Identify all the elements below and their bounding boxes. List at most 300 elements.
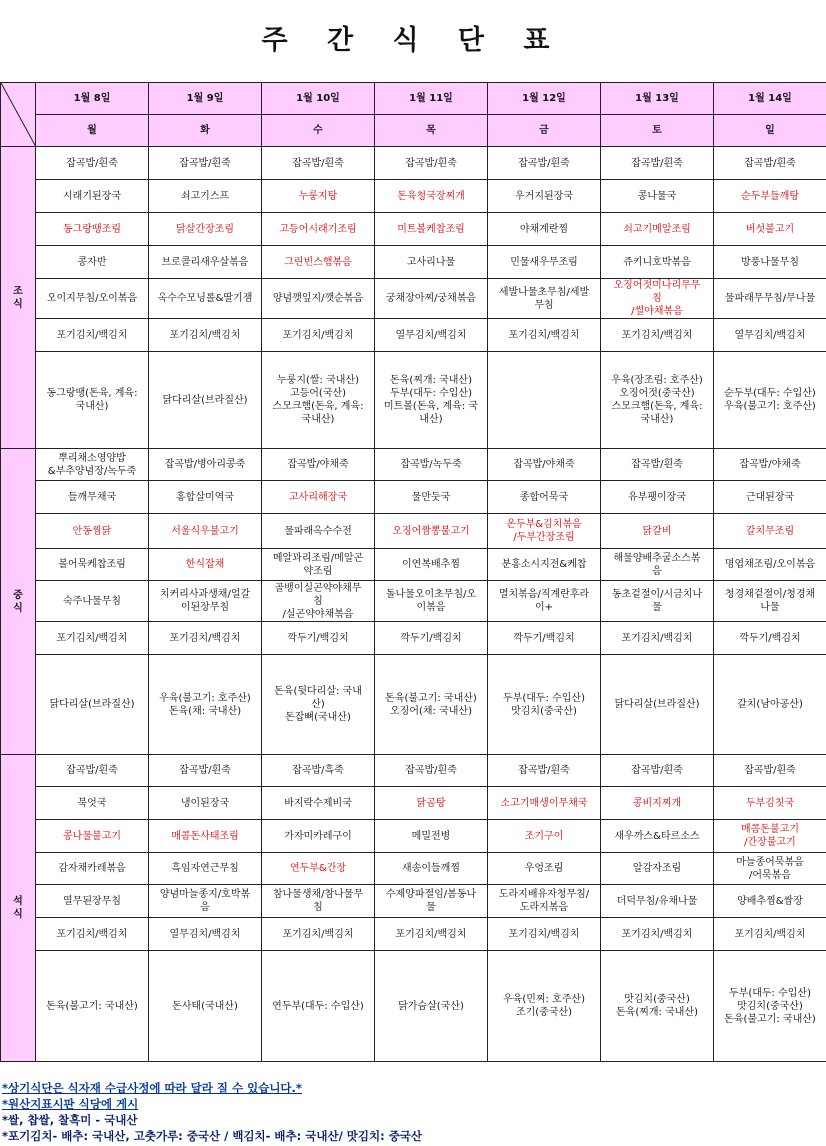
weekday-header: 수 [262, 115, 375, 147]
menu-cell [149, 549, 262, 581]
menu-item-text: 세발나물초무침/세발 무침 [498, 286, 590, 311]
menu-item-text: 포기김치/백김치 [621, 329, 693, 341]
menu-cell [36, 655, 149, 755]
menu-cell [262, 549, 375, 581]
menu-cell [375, 279, 488, 319]
menu-item-text: 볼어묵케찹조림 [58, 559, 126, 570]
menu-cell [36, 581, 149, 622]
menu-item-text: 메밀전병 [411, 830, 451, 842]
menu-cell [601, 755, 714, 787]
menu-cell [149, 918, 262, 951]
menu-item-text: 온두부&김치볶음 /두부간장조림 [506, 519, 582, 543]
menu-item-text: 잡곡밥/흰죽 [744, 157, 796, 169]
menu-cell [149, 655, 262, 755]
menu-item-text: 종합어묵국 [519, 491, 569, 503]
menu-item-text: 야채계란찜 [519, 223, 569, 235]
menu-item-text: 포기김치/백김치 [282, 329, 354, 341]
menu-item-text: 더덕무침/유채나물 [616, 895, 698, 907]
menu-cell [375, 180, 488, 213]
menu-cell [375, 918, 488, 951]
menu-cell [488, 279, 601, 319]
menu-item-text: 두부김칫국 [745, 797, 795, 809]
menu-item-text: 포기김치/백김치 [282, 928, 354, 940]
menu-cell [262, 787, 375, 820]
menu-item-text: 동초겉절이/시금치나 물 [611, 589, 703, 613]
menu-cell [149, 213, 262, 246]
menu-cell [601, 147, 714, 180]
menu-cell [714, 853, 826, 885]
menu-cell [714, 481, 826, 514]
menu-item-text: 깍두기/백김치 [513, 632, 575, 644]
menu-item-text: 안동찜닭 [72, 525, 112, 537]
menu-cell [714, 514, 826, 549]
menu-cell [714, 787, 826, 820]
menu-cell [488, 180, 601, 213]
menu-item-text: 소고기매생이무채국 [500, 797, 588, 809]
menu-cell [149, 449, 262, 481]
menu-cell [36, 279, 149, 319]
menu-cell [262, 951, 375, 1062]
menu-cell [262, 755, 375, 787]
menu-item-text: 궁채장아찌/궁채볶음 [385, 293, 477, 304]
menu-item-text: 새송이들깨찜 [402, 863, 460, 874]
menu-cell [601, 885, 714, 918]
menu-cell [262, 885, 375, 918]
menu-cell [262, 352, 375, 449]
menu-item-text: 매콤돈사태조림 [171, 830, 239, 842]
menu-cell [262, 246, 375, 279]
menu-cell [149, 147, 262, 180]
menu-cell [375, 655, 488, 755]
menu-cell [488, 549, 601, 581]
menu-cell [262, 655, 375, 755]
menu-item-text: 누룽지(쌀: 국내산) 고등어(국산) 스모크햄(돈육, 계육: 국내산) [272, 375, 364, 425]
menu-item-text: 두부(대두: 수입산) 맛김치(중국산) [503, 692, 585, 717]
menu-item-text: 닭가슴살(국산) [398, 1000, 464, 1012]
menu-item-text: 잡곡밥/흰죽 [631, 157, 683, 169]
menu-cell [375, 885, 488, 918]
menu-cell [36, 918, 149, 951]
menu-item-text: 한식잡채 [185, 559, 225, 570]
menu-cell [601, 180, 714, 213]
menu-cell [36, 352, 149, 449]
menu-item-text: 물파래무무침/무나물 [724, 293, 816, 304]
menu-item-text: 잡곡밥/흑죽 [292, 765, 344, 776]
menu-cell [714, 319, 826, 352]
menu-cell [149, 581, 262, 622]
menu-item-text: 잡곡밥/녹두죽 [400, 459, 462, 470]
menu-cell [714, 885, 826, 918]
menu-cell [488, 246, 601, 279]
menu-cell [375, 213, 488, 246]
menu-cell [149, 352, 262, 449]
menu-item-text: 이연복배추찜 [402, 559, 460, 570]
menu-cell [262, 279, 375, 319]
menu-item-text: 해물양배추굴소스볶 음 [613, 552, 701, 577]
weekday-header: 일 [714, 115, 826, 147]
menu-cell [149, 622, 262, 655]
menu-cell [375, 481, 488, 514]
menu-cell [601, 352, 714, 449]
menu-item-text: 미트볼케찹조림 [397, 223, 465, 235]
weekday-header: 금 [488, 115, 601, 147]
menu-cell [149, 820, 262, 853]
menu-item-text: 잡곡밥/흰죽 [66, 765, 118, 776]
meal-label [1, 147, 36, 449]
menu-item-text: 포기김치/백김치 [56, 632, 128, 644]
weekday-header: 월 [36, 115, 149, 147]
corner-diagonal-cell [1, 83, 36, 147]
menu-cell [36, 319, 149, 352]
menu-item-text: 쥬키니호박볶음 [623, 256, 691, 268]
menu-item-text: 메알꽈리조림/메알곤 약조림 [272, 552, 364, 577]
footnote-line: *쌀, 찹쌀, 찰흑미 - 국내산 [2, 1113, 138, 1127]
menu-row [1, 951, 826, 1062]
menu-cell [149, 180, 262, 213]
menu-cell [375, 820, 488, 853]
menu-row [1, 352, 826, 449]
menu-cell [36, 481, 149, 514]
menu-cell [488, 951, 601, 1062]
menu-item-text: 방풍나물무침 [741, 256, 799, 268]
menu-item-text: 돈사태(국내산) [172, 1000, 238, 1012]
menu-item-text: 잡곡밥/흰죽 [179, 157, 231, 169]
menu-row [1, 279, 826, 319]
menu-item-text: 포기김치/백김치 [169, 329, 241, 341]
menu-item-text: 돌나물오이초무침/오 이볶음 [385, 589, 477, 613]
menu-item-text: 닭다리살(브라질산) [614, 699, 700, 710]
menu-cell [375, 787, 488, 820]
weekday-header: 화 [149, 115, 262, 147]
menu-item-text: 열무김치/백김치 [395, 329, 467, 341]
menu-item-text: 우육(민찌: 호주산) 조기(중국산) [503, 994, 585, 1018]
date-header: 1월 9일 [149, 83, 262, 115]
menu-cell [714, 581, 826, 622]
menu-cell [714, 820, 826, 853]
menu-item-text: 갈치무조림 [745, 525, 795, 537]
menu-item-text: 닭갈비 [642, 525, 672, 537]
menu-item-text: 매콤돈불고기 /간장불고기 [741, 824, 799, 848]
menu-cell [488, 918, 601, 951]
footnote-line: *원산지표시판 식당에 게시 [2, 1097, 139, 1111]
menu-cell [488, 787, 601, 820]
menu-cell [375, 147, 488, 180]
meal-label-char: 중 [13, 589, 23, 601]
menu-item-text: 닭곰탕 [416, 797, 446, 809]
menu-cell [601, 918, 714, 951]
meal-label-char: 식 [13, 909, 23, 920]
meal-label-char: 조 [13, 285, 23, 297]
menu-cell [36, 853, 149, 885]
menu-item-text: 포기김치/백김치 [56, 928, 128, 940]
menu-item-text: 포기김치/백김치 [169, 632, 241, 644]
menu-row [1, 853, 826, 885]
menu-item-text: 깍두기/백김치 [400, 632, 462, 644]
menu-cell [601, 481, 714, 514]
menu-cell [262, 918, 375, 951]
meal-label-char: 식 [13, 602, 23, 614]
menu-item-text: 연두부(대두: 수입산) [272, 1000, 364, 1012]
menu-cell [149, 787, 262, 820]
menu-cell [149, 319, 262, 352]
menu-cell [714, 147, 826, 180]
menu-cell [149, 853, 262, 885]
diagonal-line-icon [1, 83, 36, 147]
menu-cell [488, 514, 601, 549]
date-header: 1월 14일 [714, 83, 826, 115]
menu-item-text: 고등어시래기조림 [279, 223, 357, 235]
menu-item-text: 잡곡밥/야채죽 [287, 459, 349, 470]
menu-item-text: 청경채겉절이/청경채 나물 [724, 589, 816, 613]
menu-item-text: 잡곡밥/흰죽 [631, 765, 683, 776]
menu-item-text: 포기김치/백김치 [621, 632, 693, 644]
menu-item-text: 돈육(뒷다리살: 국내 산) 돈잡뼈(국내산) [274, 686, 362, 723]
menu-cell [262, 581, 375, 622]
menu-cell [36, 622, 149, 655]
menu-item-text: 바지락수제비국 [284, 797, 352, 809]
menu-item-text: 민물새우무조림 [510, 256, 578, 268]
menu-cell [36, 820, 149, 853]
menu-cell [36, 147, 149, 180]
menu-cell [488, 147, 601, 180]
menu-cell [375, 951, 488, 1062]
menu-cell [714, 213, 826, 246]
menu-row [1, 820, 826, 853]
menu-item-text: 동그랑땡(돈육, 계육: 국내산) [46, 388, 138, 412]
menu-item-text: 우엉조림 [524, 863, 564, 874]
menu-item-text: 돈육(불고기: 국내산) [46, 1000, 138, 1012]
menu-item-text: 잡곡밥/흰죽 [405, 157, 457, 169]
menu-item-text: 잡곡밥/흰죽 [66, 157, 118, 169]
menu-cell [714, 549, 826, 581]
menu-cell [375, 246, 488, 279]
menu-cell [375, 622, 488, 655]
menu-item-text: 순두부들깨탕 [741, 190, 799, 202]
menu-item-text: 옥수수모닝롤&딸기잼 [157, 293, 253, 304]
menu-cell [601, 820, 714, 853]
menu-cell [601, 787, 714, 820]
menu-item-text: 양배추찜&쌈장 [737, 895, 803, 907]
menu-cell [149, 279, 262, 319]
menu-item-text: 마늘종어묵볶음 /어묵볶음 [736, 856, 804, 881]
menu-item-text: 포기김치/백김치 [56, 329, 128, 341]
menu-item-text: 고사리해장국 [289, 491, 347, 503]
menu-cell [488, 581, 601, 622]
weekly-menu-table [0, 82, 826, 1062]
menu-item-text: 포기김치/백김치 [734, 928, 806, 940]
menu-cell [149, 246, 262, 279]
menu-cell [601, 549, 714, 581]
menu-item-text: 서울식우불고기 [171, 525, 239, 537]
menu-item-text: 냉이된장국 [180, 797, 230, 809]
menu-row [1, 213, 826, 246]
menu-cell [488, 820, 601, 853]
menu-cell [488, 655, 601, 755]
menu-item-text: 잡곡밥/흰죽 [744, 765, 796, 776]
menu-row [1, 581, 826, 622]
menu-cell [36, 787, 149, 820]
meal-label [1, 755, 36, 1062]
menu-row [1, 449, 826, 481]
menu-cell [714, 352, 826, 449]
menu-row [1, 180, 826, 213]
menu-row [1, 655, 826, 755]
menu-item-text: 알감자조림 [632, 863, 682, 874]
menu-item-text: 잡곡밥/흰죽 [405, 765, 457, 776]
menu-item-text: 쇠고기스프 [180, 190, 230, 202]
menu-cell [262, 853, 375, 885]
menu-cell [601, 622, 714, 655]
menu-cell [488, 352, 601, 449]
menu-cell [488, 319, 601, 352]
menu-item-text: 깍두기/백김치 [739, 632, 801, 644]
menu-cell [714, 246, 826, 279]
menu-item-text: 돈육청국장찌개 [397, 190, 465, 202]
menu-cell [262, 622, 375, 655]
meal-label-char: 식 [13, 298, 23, 310]
menu-cell [375, 352, 488, 449]
menu-cell [36, 549, 149, 581]
footnote-line: *포기김치- 배추: 국내산, 고춧가루: 중국산 / 백김치- 배추: 국내산/ 맛김치: 중국산 [2, 1129, 423, 1143]
menu-cell [488, 213, 601, 246]
menu-item-text: 콩비지찌개 [632, 797, 682, 809]
menu-cell [375, 755, 488, 787]
date-header: 1월 10일 [262, 83, 375, 115]
menu-item-text: 고사리나물 [406, 256, 456, 268]
menu-item-text: 참나물생채/참나물무 침 [272, 889, 364, 913]
menu-item-text: 포기김치/백김치 [395, 928, 467, 940]
menu-item-text: 잡곡밥/흰죽 [518, 157, 570, 169]
menu-cell [149, 951, 262, 1062]
footnotes [2, 1080, 826, 1144]
menu-item-text: 포기김치/백김치 [508, 329, 580, 341]
menu-item-text: 쇠고기메알조림 [623, 223, 691, 235]
menu-row [1, 885, 826, 918]
menu-cell [601, 246, 714, 279]
menu-item-text: 연두부&간장 [289, 863, 347, 874]
date-header: 1월 12일 [488, 83, 601, 115]
menu-cell [36, 885, 149, 918]
menu-cell [488, 853, 601, 885]
menu-item-text: 잡곡밥/흰죽 [518, 765, 570, 776]
menu-item-text: 포기김치/백김치 [621, 928, 693, 940]
menu-item-text: 새우까스&타르소스 [614, 830, 700, 842]
menu-item-text: 닭살간장조림 [176, 223, 234, 235]
menu-cell [601, 951, 714, 1062]
menu-cell [149, 481, 262, 514]
menu-cell [714, 655, 826, 755]
menu-cell [36, 180, 149, 213]
menu-row [1, 755, 826, 787]
menu-cell [601, 213, 714, 246]
menu-cell [488, 449, 601, 481]
menu-cell [262, 514, 375, 549]
menu-cell [375, 581, 488, 622]
menu-item-text: 잡곡밥/병아리콩죽 [164, 459, 246, 470]
menu-cell [36, 213, 149, 246]
date-header: 1월 13일 [601, 83, 714, 115]
menu-cell [601, 449, 714, 481]
meal-label [1, 449, 36, 755]
meal-label-char: 석 [13, 896, 23, 907]
menu-cell [375, 514, 488, 549]
menu-item-text: 닭다리살(브라질산) [49, 699, 135, 710]
menu-item-text: 홍합살미역국 [176, 491, 234, 503]
menu-cell [36, 951, 149, 1062]
menu-item-text: 우거지된장국 [515, 190, 573, 202]
menu-item-text: 근대된장국 [745, 491, 795, 503]
menu-cell [375, 319, 488, 352]
menu-item-text: 골뱅이실곤약야채무 침 /실곤약야채볶음 [274, 582, 362, 620]
menu-cell [375, 853, 488, 885]
date-header: 1월 8일 [36, 83, 149, 115]
menu-item-text: 조기구이 [524, 830, 564, 842]
menu-row [1, 918, 826, 951]
menu-cell [149, 885, 262, 918]
menu-row [1, 787, 826, 820]
menu-item-text: 버섯불고기 [745, 223, 795, 235]
menu-item-text: 동그랑땡조림 [63, 223, 121, 235]
menu-cell [488, 481, 601, 514]
menu-item-text: 오징어젓미나리무무 침 /썰야채볶음 [613, 280, 701, 317]
menu-item-text: 잡곡밥/야채죽 [513, 459, 575, 470]
menu-item-text: 그린빈스햄볶음 [284, 256, 352, 268]
menu-row [1, 147, 826, 180]
menu-item-text: 양념마늘종지/호박볶 음 [159, 889, 251, 913]
menu-row [1, 481, 826, 514]
menu-cell [714, 279, 826, 319]
page-title: 주 간 식 단 표 [261, 25, 565, 56]
menu-item-text: 멸치볶음/직계란후라 이+ [498, 589, 590, 613]
menu-cell [714, 951, 826, 1062]
menu-cell [262, 147, 375, 180]
menu-cell [714, 449, 826, 481]
menu-cell [488, 622, 601, 655]
menu-item-text: 숙주나물무침 [63, 595, 121, 607]
menu-item-text: 콩자반 [77, 256, 107, 268]
menu-cell [262, 820, 375, 853]
menu-cell [601, 655, 714, 755]
menu-item-text: 열무된장무침 [63, 895, 121, 907]
menu-item-text: 치커리사과생채/얼갈 이된장무침 [159, 589, 251, 613]
menu-cell [36, 449, 149, 481]
menu-row [1, 622, 826, 655]
menu-cell [149, 514, 262, 549]
menu-item-text: 시래기된장국 [63, 190, 121, 202]
menu-item-text: 들깨무채국 [67, 491, 117, 503]
menu-cell [262, 180, 375, 213]
menu-item-text: 브로콜리새우살볶음 [161, 256, 249, 268]
menu-item-text: 우육(장조림: 호주산) 오징어젓(중국산) 스모크햄(돈육, 계육: 국내산) [611, 375, 703, 425]
menu-item-text: 포기김치/백김치 [508, 928, 580, 940]
menu-item-text: 돈육(찌개: 국내산) 두부(대두: 수입산) 미트볼(돈육, 계육: 국 내산) [383, 375, 479, 425]
menu-item-text: 잡곡밥/흰죽 [631, 459, 683, 470]
date-header: 1월 11일 [375, 83, 488, 115]
menu-item-text: 잡곡밥/야채죽 [739, 459, 801, 470]
menu-item-text: 잡곡밥/흰죽 [179, 765, 231, 776]
menu-item-text: 누룽지탕 [298, 190, 338, 202]
menu-cell [36, 246, 149, 279]
menu-item-text: 열무김치/백김치 [169, 928, 241, 940]
menu-item-text: 우육(불고기: 호주산) 돈육(채: 국내산) [159, 692, 251, 717]
menu-cell [36, 514, 149, 549]
menu-item-text: 흑임자연근무침 [171, 863, 239, 874]
menu-item-text: 열무김치/백김치 [734, 329, 806, 341]
menu-cell [714, 918, 826, 951]
menu-item-text: 북엇국 [77, 797, 107, 809]
menu-item-text: 수제양파절임/봄동나 물 [385, 889, 477, 913]
menu-cell [714, 180, 826, 213]
